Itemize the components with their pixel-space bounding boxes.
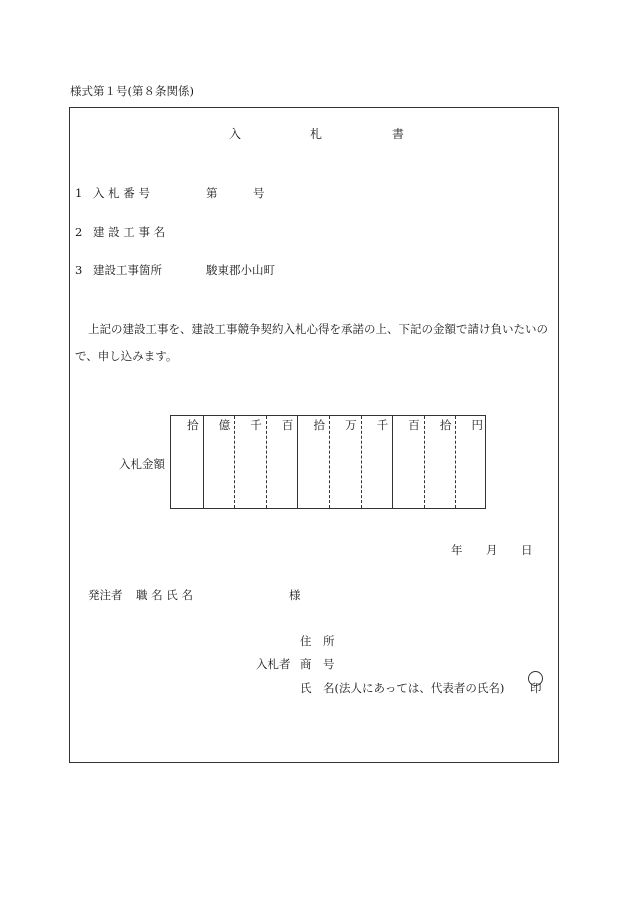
digit-column-hundred: 百 [408,418,420,432]
item-3-label: 建設工事箇所 [93,263,162,277]
digit-column-ten: 拾 [439,418,452,432]
grid-divider [455,416,456,508]
construction-location-value: 駿東郡小山町 [206,263,275,277]
digit-column-million: 百 [281,418,294,432]
date-year: 年 [451,543,463,557]
grid-divider [297,416,298,508]
bid-amount-grid [170,415,486,509]
bidder-trade-name-label: 商 号 [300,657,335,671]
bidder-name-label: 氏 名(法人にあっては、代表者の氏名) [300,681,505,695]
grid-divider [392,416,393,508]
seal-circle-icon [528,671,543,686]
bidder-address-label: 住 所 [300,634,335,648]
bid-number-prefix: 第 [206,186,218,200]
grid-divider [203,416,204,508]
grid-divider [424,416,425,508]
digit-column-yen: 円 [471,418,483,432]
item-1-number: 1 [75,186,83,200]
digit-column-ten-billion: 拾 [187,418,199,432]
bid-amount-label: 入札金額 [119,457,165,471]
title-char-2: 札 [310,127,323,141]
digit-column-thousand: 千 [376,418,389,432]
item-1-label: 入 札 番 号 [93,186,150,200]
title-char-3: 書 [392,127,405,141]
declaration-line-1: 上記の建設工事を、建設工事競争契約入札心得を承諾の上、下記の金額で請け負いたいの [88,322,548,336]
orderer-label: 発注者 [88,588,123,602]
date-month: 月 [486,543,498,557]
grid-divider [361,416,362,508]
grid-divider [234,416,235,508]
orderer-title-name: 職 名 氏 名 [136,588,193,602]
orderer-honorific: 様 [289,588,301,602]
seal-mark-text: 印 [530,681,542,695]
digit-column-ten-million: 千 [250,418,262,432]
digit-column-hundred-thousand: 拾 [313,418,325,432]
item-2-number: 2 [75,225,83,239]
digit-column-hundred-million: 億 [218,418,231,432]
declaration-line-2: で、申し込みます。 [75,349,178,363]
item-2-label: 建 設 工 事 名 [93,225,166,239]
digit-column-ten-thousand: 万 [345,418,357,432]
grid-divider [266,416,267,508]
form-number-label: 様式第１号(第８条関係) [70,84,194,98]
grid-divider [329,416,330,508]
title-char-1: 入 [229,127,242,141]
date-day: 日 [521,543,533,557]
bid-number-suffix: 号 [253,186,265,200]
item-3-number: 3 [75,263,83,277]
bidder-label: 入札者 [256,657,291,671]
